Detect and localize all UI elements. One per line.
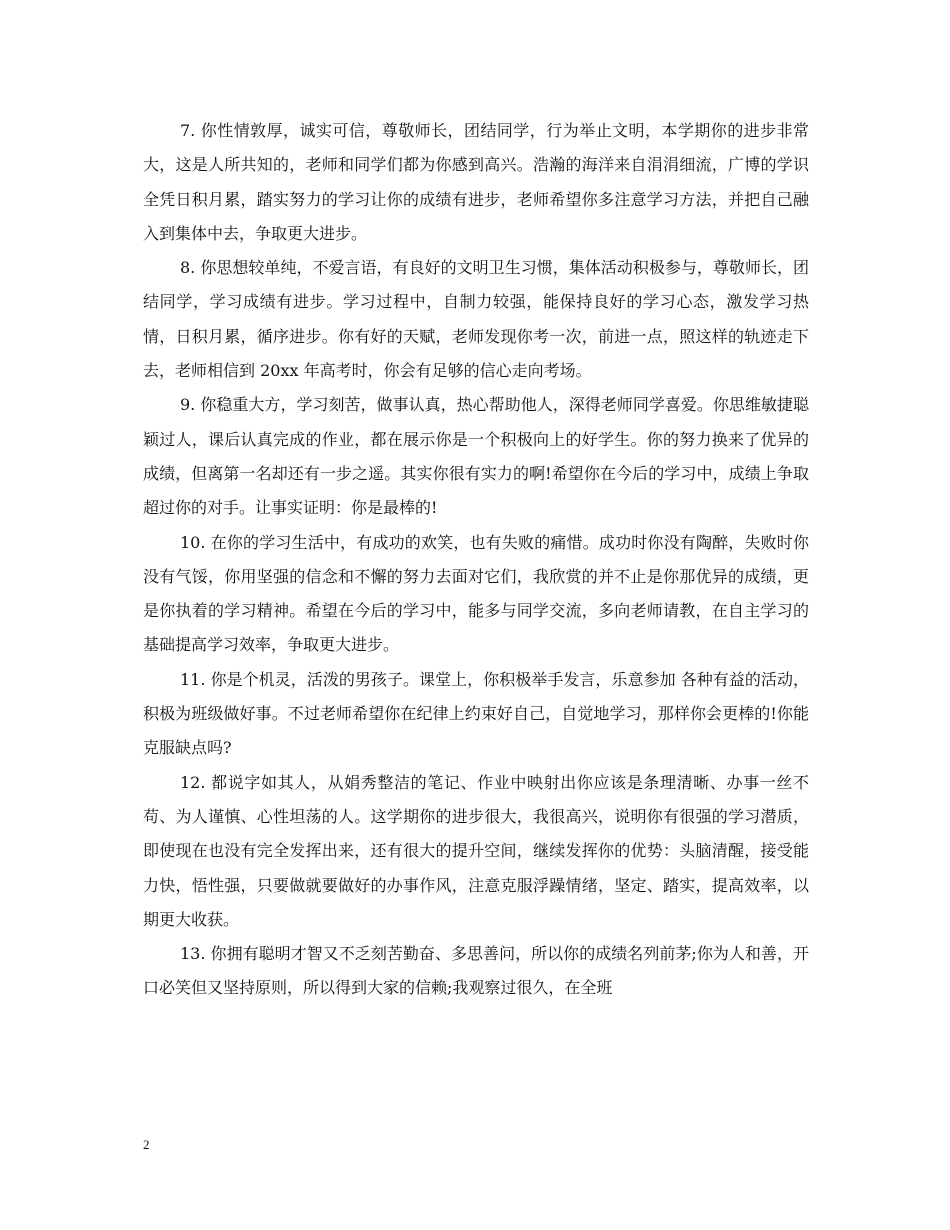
paragraph-11: 11. 你是个机灵，活泼的男孩子。课堂上，你积极举手发言，乐意参加 各种有益的活动，积极为班级做好事。不过老师希望你在纪律上约束好自己，自觉地学习，那样你会更棒的!你能克服缺点吗? xyxy=(143,669,809,758)
paragraph-7: 7. 你性情敦厚，诚实可信，尊敬师长，团结同学，行为举止文明，本学期你的进步非常大，这是人所共知的，老师和同学们都为你感到高兴。浩瀚的海洋来自涓涓细流，广博的学识全凭日积月累，踏实努力的学习让你的成绩有进步，老师希望你多注意学习方法，并把自己融入到集体中去，争取更大进步。 xyxy=(143,121,809,243)
paragraph-13: 13. 你拥有聪明才智又不乏刻苦勤奋、多思善问，所以你的成绩名列前茅;你为人和善，开口必笑但又坚持原则，所以得到大家的信赖;我观察过很久，在全班 xyxy=(143,944,809,998)
paragraph-9: 9. 你稳重大方，学习刻苦，做事认真，热心帮助他人，深得老师同学喜爱。你思维敏捷聪颖过人，课后认真完成的作业，都在展示你是一个积极向上的好学生。你的努力换来了优异的成绩，但离第一名却还有一步之遥。其实你很有实力的啊!希望你在今后的学习中，成绩上争取超过你的对手。让事实证明：你是最棒的! xyxy=(143,395,809,518)
document-body xyxy=(143,114,809,1006)
paragraph-10: 10. 在你的学习生活中，有成功的欢笑，也有失败的痛惜。成功时你没有陶醉，失败时你没有气馁，你用坚强的信念和不懈的努力去面对它们，我欣赏的并不止是你那优异的成绩，更是你执着的学习精神。希望在今后的学习中，能多与同学交流，多向老师请教，在自主学习的基础提高学习效率，争取更大进步。 xyxy=(143,532,809,655)
page-number: 2 xyxy=(143,1137,150,1152)
paragraph-8: 8. 你思想较单纯，不爱言语，有良好的文明卫生习惯，集体活动积极参与，尊敬师长，团结同学，学习成绩有进步。学习过程中，自制力较强，能保持良好的学习心态，激发学习热情，日积月累，循序进步。你有好的天赋，老师发现你考一次，前进一点，照这样的轨迹走下去，老师相信到 20xx 年高考时，你会有足够的信心走向考场。 xyxy=(143,258,809,381)
paragraph-12: 12. 都说字如其人，从娟秀整洁的笔记、作业中映射出你应该是条理清晰、办事一丝不苟、为人谨慎、心性坦荡的人。这学期你的进步很大，我很高兴，说明你有很强的学习潜质，即使现在也没有完全发挥出来，还有很大的提升空间，继续发挥你的优势：头脑清醒，接受能力快，悟性强，只要做就要做好的办事作风，注意克服浮躁情绪，坚定、踏实，提高效率，以期更大收获。 xyxy=(143,772,809,929)
